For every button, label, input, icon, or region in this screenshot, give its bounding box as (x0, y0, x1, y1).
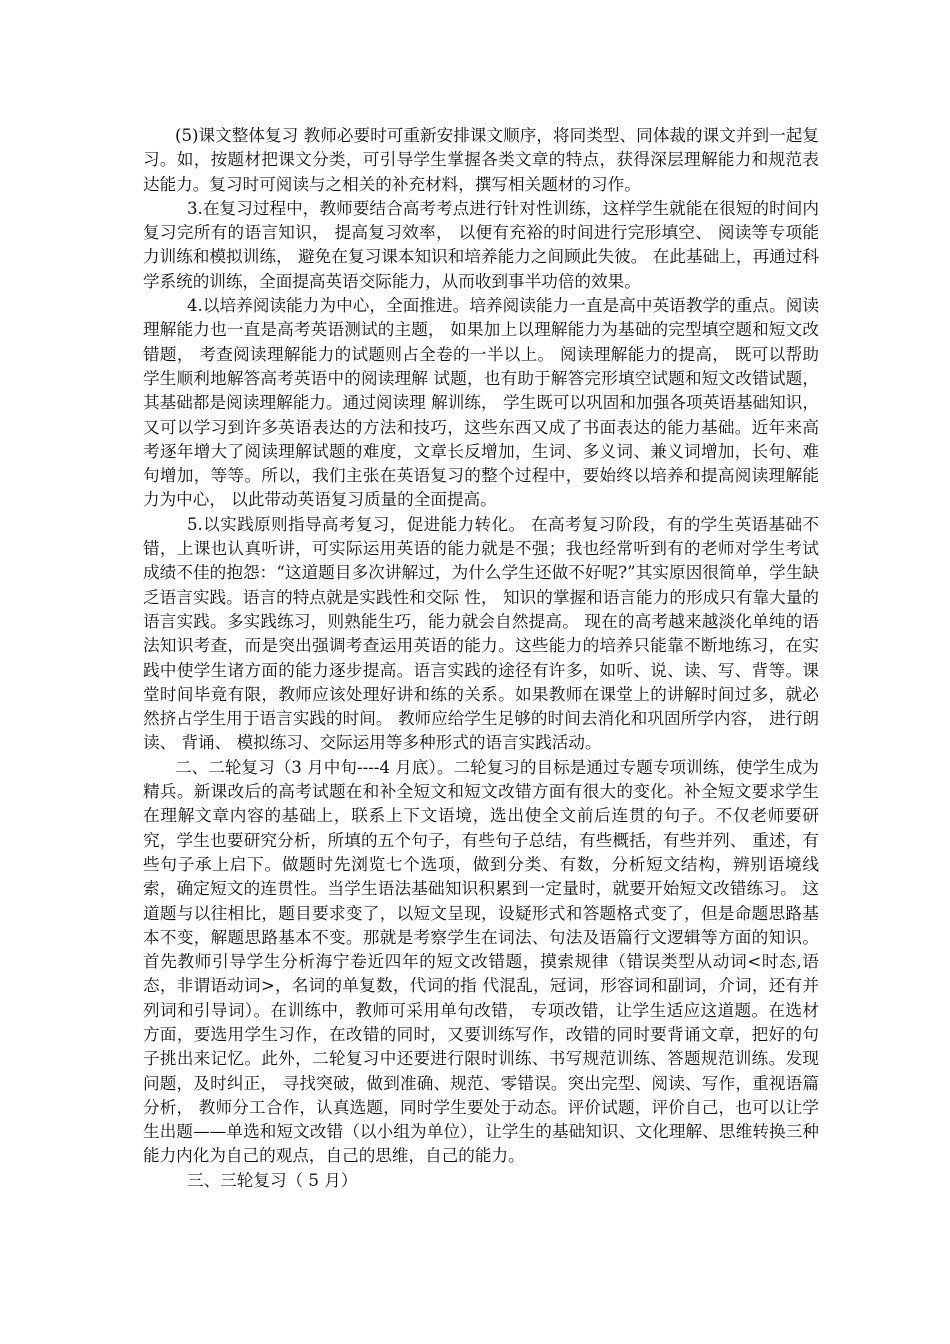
paragraph-practice-principle: 5.以实践原则指导高考复习，促进能力转化。 在高考复习阶段，有的学生英语基础不错，上课也认真听讲，可实际运用英语的能力就是不强；我也经常听到有的老师对学生考试成绩不佳的抱怨：“这道题目多次讲解过，为什么学生还做不好呢?”其实原因很简单，学生缺乏语言实践。语言的特点就是实践性和交际 性， 知识的掌握和语言能力的形成只有靠大量的语言实践。多实践练习，则熟能生巧，能力就会自然提高。 现在的高考越来越淡化单纯的语法知识考查，而是突出强调考查运用英语的能力。这些能力的培养只能靠不断地练习，在实践中使学生诸方面的能力逐步提高。语言实践的途径有许多，如听、说、读、写、背等。课堂时间毕竟有限，教师应该处理好讲和练的关系。如果教师在课堂上的讲解时间过多，就必然挤占学生用于语言实践的时间。 教师应给学生足够的时间去消化和巩固所学内容， 进行朗读、 背诵、 模拟练习、交际运用等多种形式的语言实践活动。 (143, 514, 819, 753)
paragraph-targeted-training: 3.在复习过程中，教师要结合高考考点进行针对性训练，这样学生就能在很短的时间内复习完所有的语言知识， 提高复习效率， 以便有充裕的时间进行完形填空、 阅读等专项能力训练和模拟训练， 避免在复习课本知识和培养能力之间顾此失彼。 在此基础上，再通过科学系统的训练，全面提高英语交际能力，从而收到事半功倍的效果。 (143, 198, 820, 291)
heading-third-round-review: 三、三轮复习（ 5 月） (187, 1170, 358, 1190)
document-body (143, 124, 819, 1193)
paragraph-second-round-review: 二、二轮复习（3 月中旬----4 月底）。二轮复习的目标是通过专题专项训练，使学生成为精兵。新课改后的高考试题在和补全短文和短文改错方面有很大的变化。补全短文要求学生在理解文章内容的基础上，联系上下文语境，选出使全文前后连贯的句子。不仅老师要研究，学生也要研究分析，所填的五个句子，有些句子总结，有些概括，有些并列、 重述，有些句子承上启下。做题时先浏览七个选项，做到分类、有数，分析短文结构，辨别语境线索，确定短文的连贯性。当学生语法基础知识积累到一定量时，就要开始短文改错练习。 这道题与以往相比，题目要求变了，以短文呈现，设疑形式和答题格式变了，但是命题思路基本不变，解题思路基本不变。那就是考察学生在词法、句法及语篇行文逻辑等方面的知识。首先教师引导学生分析海宁卷近四年的短文改错题，摸索规律（错误类型从动词<时态,语态，非谓语动词>，名词的单复数，代词的指 代混乱，冠词，形容词和副词，介词，还有并列词和引导词）。在训练中，教师可采用单句改错， 专项改错，让学生适应这道题。在选材方面，要选用学生习作，在改错的同时，又要训练写作，改错的同时要背诵文章，把好的句子挑出来记忆。此外，二轮复习中还要进行限时训练、书写规范训练、答题规范训练。发现问题，及时纠正， 寻找突破，做到准确、规范、零错误。突出完型、阅读、写作，重视语篇分析， 教师分工合作，认真选题，同时学生要处于动态。评价试题，评价自己，也可以让学生出题——单选和短文改错（以小组为单位），让学生的基础知识、文化理解、思维转换三种能力内化为自己的观点，自己的思维，自己的能力。 (143, 757, 819, 1166)
paragraph-whole-text-review: (5)课文整体复习 教师必要时可重新安排课文顺序，将同类型、同体裁的课文并到一起复习。如，按题材把课文分类，可引导学生掌握各类文章的特点，获得深层理解能力和规范表达能力。复习时可阅读与之相关的补充材料，撰写相关题材的习作。 (143, 126, 819, 194)
paragraph-reading-focus: 4.以培养阅读能力为中心，全面推进。培养阅读能力一直是高中英语教学的重点。阅读理解能力也一直是高考英语测试的主题， 如果加上以理解能力为基础的完型填空题和短文改错题， 考查阅读理解能力的试题则占全卷的一半以上。 阅读理解能力的提高， 既可以帮助学生顺利地解答高考英语中的阅读理解 试题，也有助于解答完形填空试题和短文改错试题，其基础都是阅读理解能力。通过阅读理 解训练， 学生既可以巩固和加强各项英语基础知识， 又可以学习到许多英语表达的方法和技巧，这些东西又成了书面表达的能力基础。近年来高考逐年增大了阅读理解试题的难度，文章长反增加，生词、多义词、兼义词增加，长句、难句增加，等等。所以，我们主张在英语复习的整个过程中，要始终以培养和提高阅读理解能力为中心， 以此带动英语复习质量的全面提高。 (143, 296, 819, 510)
